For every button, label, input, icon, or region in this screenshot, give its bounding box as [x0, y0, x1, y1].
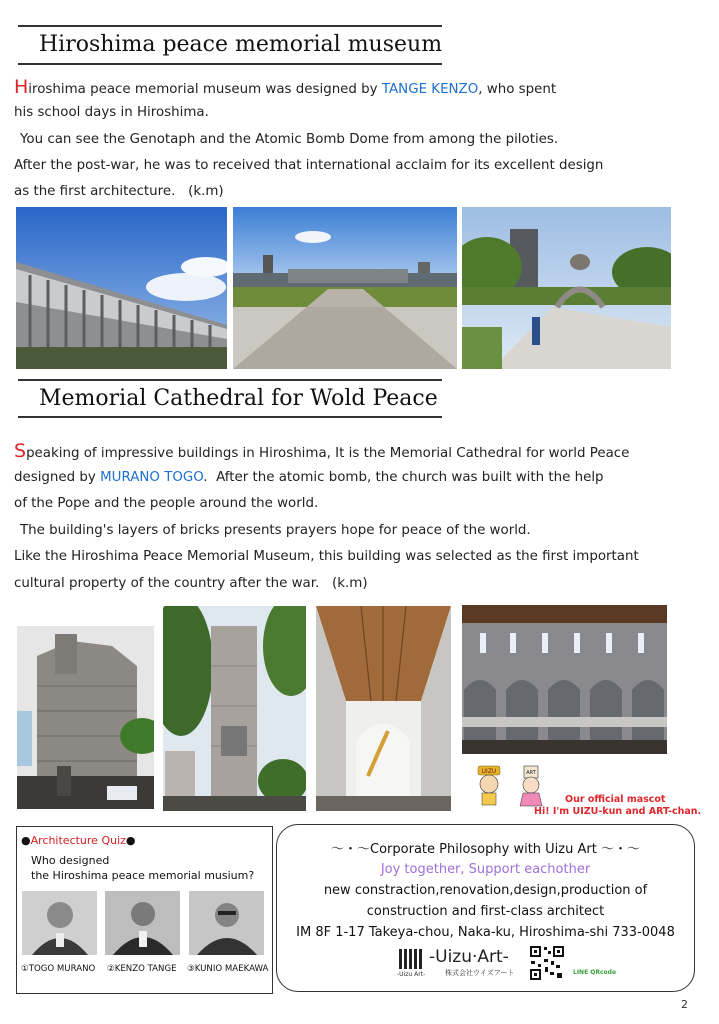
company-logo-small-text: -Uizu Art- — [397, 971, 426, 978]
mascot-badge-art: ART — [526, 770, 536, 776]
page-number: 2 — [681, 998, 688, 1011]
corporate-address: IM 8F 1-17 Takeya-chou, Naka-ku, Hiroshima-shi 733-0048 — [296, 925, 675, 940]
portrait-photo-1 — [22, 891, 97, 955]
bullet-icon: ● — [125, 834, 136, 847]
portrait-photo-3 — [189, 891, 264, 955]
portrait-photo-2 — [105, 891, 180, 955]
quiz-answer-1: ①TOGO MURANO — [21, 964, 96, 974]
section2-paragraph-line2: designed by MURANO TOGO. After the atomic bomb, the church was built with the help — [14, 470, 604, 485]
drop-cap: H — [14, 76, 29, 98]
section2-title-rule — [18, 416, 442, 418]
corporate-services-line2: construction and first-class architect — [366, 904, 605, 919]
section2-paragraph-line4: The building's layers of bricks presents prayers hope for peace of the world. — [20, 523, 531, 538]
section1-paragraph-line3: You can see the Genotaph and the Atomic Bomb Dome from among the piloties. — [20, 132, 559, 147]
quiz-question: Who designed the Hiroshima peace memorial musium? — [31, 854, 255, 882]
quiz-answer-3: ③KUNIO MAEKAWA — [187, 964, 269, 974]
corporate-slogan: Joy together, Support eachother — [380, 862, 591, 877]
section2-paragraph-line6: cultural property of the country after the war. (k.m) — [14, 576, 368, 591]
museum-photo-exterior — [16, 207, 227, 369]
company-logo-text: -Uizu·Art- — [429, 947, 509, 967]
architect-name: MURANO TOGO — [100, 470, 204, 485]
section2-paragraph-line5: Like the Hiroshima Peace Memorial Museum, this building was selected as the first important — [14, 549, 639, 564]
architect-name: TANGE KENZO — [381, 82, 479, 97]
mascot-caption-line2: Hi! I'm UIZU-kun and ART-chan. — [534, 806, 702, 817]
section1-paragraph-line1: Hiroshima peace memorial museum was designed by TANGE KENZO, who spent — [14, 76, 557, 98]
bullet-icon: ● — [21, 834, 31, 847]
top-rule — [18, 25, 442, 27]
company-japanese-name: 株式会社ウイズアート — [445, 969, 515, 977]
corporate-services-line1: new constraction,renovation,design,production of — [323, 883, 648, 898]
section2-paragraph-line3: of the Pope and the people around the world. — [14, 496, 319, 511]
corporate-philosophy-box — [276, 824, 695, 992]
mascot-illustration — [472, 764, 552, 808]
mascot-caption-line1: Our official mascot — [565, 794, 666, 805]
section2-title: Memorial Cathedral for Wold Peace — [39, 386, 438, 411]
quiz-answer-2: ②KENZO TANGE — [107, 964, 177, 974]
section2-paragraph-line1: Speaking of impressive buildings in Hiroshima, It is the Memorial Cathedral for world Peace — [14, 440, 630, 462]
mascot-badge-uizu: UIZU — [481, 768, 497, 775]
section1-paragraph-line4: After the post-war, he was to received that international acclaim for its excellent design — [14, 158, 604, 173]
title-rule — [18, 63, 442, 65]
corporate-heading: ～・～Corporate Philosophy with Uizu Art ～・～ — [331, 842, 640, 857]
section1-paragraph-line5: as the first architecture. (k.m) — [14, 184, 224, 199]
museum-photo-plaza — [233, 207, 457, 369]
cathedral-photo-windows — [462, 605, 667, 754]
cathedral-photo-tower — [163, 606, 306, 811]
cathedral-photo-exterior — [17, 626, 154, 809]
section1-paragraph-line2: his school days in Hiroshima. — [14, 105, 209, 120]
drop-cap: S — [14, 440, 27, 462]
architecture-quiz — [16, 826, 273, 994]
cathedral-photo-interior — [316, 606, 451, 811]
museum-photo-cenotaph — [462, 207, 671, 369]
section2-top-rule — [18, 379, 442, 381]
qr-code-icon[interactable] — [529, 945, 565, 981]
qr-code-label: LINE QRcode — [573, 969, 617, 976]
quiz-title: ●Architecture Quiz● — [21, 834, 136, 847]
section1-title: Hiroshima peace memorial museum — [39, 32, 443, 57]
